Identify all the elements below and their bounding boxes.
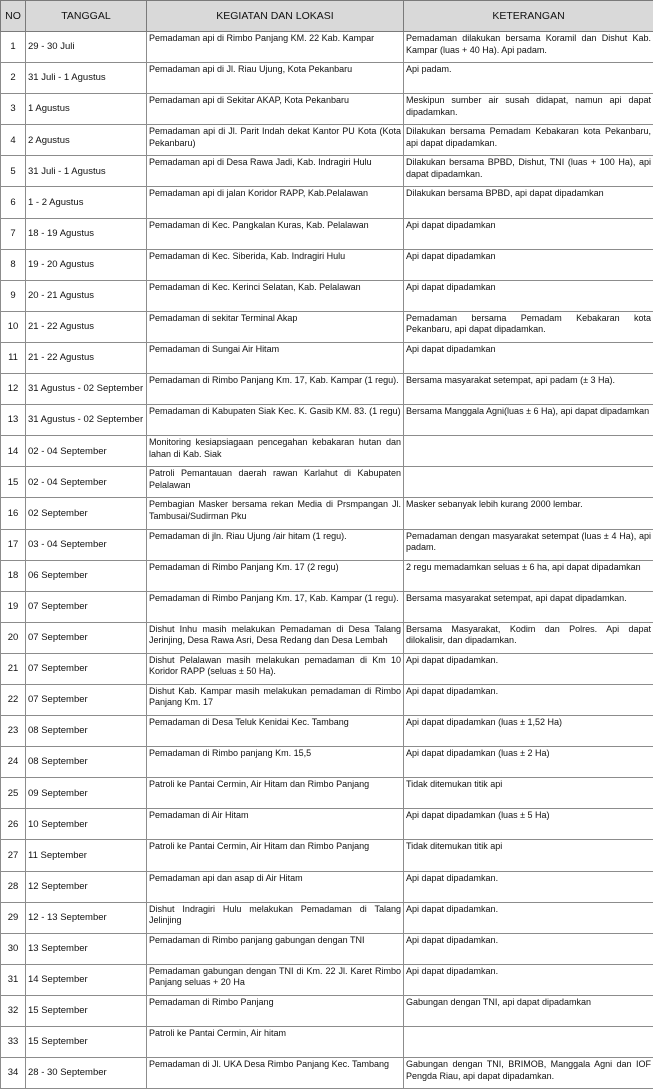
cell-kegiatan: Pemadaman di Kabupaten Siak Kec. K. Gasib KM. 83. (1 regu) [147,405,404,436]
header-no: NO [1,1,26,32]
cell-no: 26 [1,809,26,840]
cell-keterangan: Bersama masyarakat setempat, api padam (± 3 Ha). [404,374,653,405]
cell-keterangan: Dilakukan bersama Pemadam Kebakaran kota Pekanbaru, api dapat dipadamkan. [404,125,653,156]
table-row [1,560,653,591]
cell-tanggal: 07 September [26,591,147,622]
cell-keterangan: Api dapat dipadamkan. [404,964,653,995]
cell-tanggal: 21 - 22 Agustus [26,342,147,373]
cell-tanggal: 07 September [26,622,147,653]
cell-keterangan: Api dapat dipadamkan (luas ± 1,52 Ha) [404,716,653,747]
table-row [1,187,653,218]
cell-no: 24 [1,747,26,778]
table-row [1,218,653,249]
table-row [1,125,653,156]
cell-tanggal: 12 - 13 September [26,902,147,933]
cell-no: 10 [1,311,26,342]
cell-keterangan: Api dapat dipadamkan (luas ± 2 Ha) [404,747,653,778]
cell-keterangan [404,436,653,467]
cell-kegiatan: Pemadaman api di Jl. Parit Indah dekat Kantor PU Kota (Kota Pekanbaru) [147,125,404,156]
cell-kegiatan: Pemadaman di Rimbo Panjang [147,995,404,1026]
cell-keterangan [404,1027,653,1058]
cell-no: 8 [1,249,26,280]
cell-tanggal: 19 - 20 Agustus [26,249,147,280]
cell-kegiatan: Pemadaman api dan asap di Air Hitam [147,871,404,902]
cell-keterangan: Meskipun sumber air susah didapat, namun api dapat dipadamkan. [404,94,653,125]
cell-tanggal: 02 September [26,498,147,529]
table-row [1,778,653,809]
header-tanggal: TANGGAL [26,1,147,32]
cell-keterangan: 2 regu memadamkan seluas ± 6 ha, api dapat dipadamkan [404,560,653,591]
table-row [1,747,653,778]
cell-tanggal: 15 September [26,1027,147,1058]
cell-keterangan [404,467,653,498]
cell-kegiatan: Pemadaman di Jl. UKA Desa Rimbo Panjang Kec. Tambang [147,1058,404,1089]
table-row [1,622,653,653]
cell-no: 17 [1,529,26,560]
cell-kegiatan: Dishut Inhu masih melakukan Pemadaman di Desa Talang Jerinjing, Desa Rawa Asri, Desa Redang dan Desa Lembah [147,622,404,653]
cell-tanggal: 08 September [26,747,147,778]
table-row [1,63,653,94]
cell-keterangan: Pemadaman dengan masyarakat setempat (luas ± 4 Ha), api padam. [404,529,653,560]
table-row [1,684,653,715]
cell-kegiatan: Dishut Pelalawan masih melakukan pemadaman di Km 10 Koridor RAPP (seluas ± 50 Ha). [147,653,404,684]
cell-kegiatan: Pemadaman gabungan dengan TNI di Km. 22 Jl. Karet Rimbo Panjang seluas + 20 Ha [147,964,404,995]
cell-kegiatan: Pemadaman di Rimbo Panjang Km. 17, Kab. Kampar (1 regu). [147,374,404,405]
cell-tanggal: 31 Agustus - 02 September [26,374,147,405]
cell-tanggal: 31 Juli - 1 Agustus [26,156,147,187]
cell-tanggal: 1 Agustus [26,94,147,125]
cell-tanggal: 12 September [26,871,147,902]
table-row [1,653,653,684]
cell-kegiatan: Pemadaman api di Jl. Riau Ujung, Kota Pekanbaru [147,63,404,94]
table-row [1,374,653,405]
cell-tanggal: 06 September [26,560,147,591]
cell-no: 14 [1,436,26,467]
cell-no: 6 [1,187,26,218]
table-row [1,902,653,933]
cell-kegiatan: Pembagian Masker bersama rekan Media di Prsmpangan Jl. Tambusai/Sudirman Pku [147,498,404,529]
cell-kegiatan: Pemadaman di sekitar Terminal Akap [147,311,404,342]
table-row [1,32,653,63]
table-row [1,311,653,342]
table-row [1,467,653,498]
cell-no: 1 [1,32,26,63]
cell-no: 5 [1,156,26,187]
cell-keterangan: Pemadaman dilakukan bersama Koramil dan Dishut Kab. Kampar (luas + 40 Ha). Api padam. [404,32,653,63]
table-row [1,1058,653,1089]
table-row [1,529,653,560]
table-row [1,1027,653,1058]
cell-tanggal: 02 - 04 September [26,467,147,498]
cell-tanggal: 21 - 22 Agustus [26,311,147,342]
cell-keterangan: Api dapat dipadamkan [404,249,653,280]
cell-tanggal: 20 - 21 Agustus [26,280,147,311]
cell-tanggal: 31 Agustus - 02 September [26,405,147,436]
cell-no: 31 [1,964,26,995]
cell-keterangan: Gabungan dengan TNI, BRIMOB, Manggala Agni dan IOF Pengda Riau, api dapat dipadamkan. [404,1058,653,1089]
table-row [1,840,653,871]
cell-kegiatan: Patroli ke Pantai Cermin, Air Hitam dan Rimbo Panjang [147,778,404,809]
table-row [1,591,653,622]
table-row [1,871,653,902]
cell-no: 9 [1,280,26,311]
cell-tanggal: 08 September [26,716,147,747]
cell-kegiatan: Pemadaman di Rimbo panjang Km. 15,5 [147,747,404,778]
cell-kegiatan: Pemadaman api di Desa Rawa Jadi, Kab. Indragiri Hulu [147,156,404,187]
cell-tanggal: 15 September [26,995,147,1026]
table-row [1,94,653,125]
cell-keterangan: Api dapat dipadamkan. [404,933,653,964]
cell-no: 19 [1,591,26,622]
cell-keterangan: Bersama masyarakat setempat, api dapat dipadamkan. [404,591,653,622]
table-row [1,342,653,373]
cell-no: 11 [1,342,26,373]
cell-keterangan: Api dapat dipadamkan. [404,684,653,715]
cell-keterangan: Api dapat dipadamkan. [404,902,653,933]
cell-kegiatan: Pemadaman api di jalan Koridor RAPP, Kab.Pelalawan [147,187,404,218]
cell-tanggal: 07 September [26,653,147,684]
cell-no: 33 [1,1027,26,1058]
cell-kegiatan: Pemadaman di Kec. Pangkalan Kuras, Kab. Pelalawan [147,218,404,249]
table-row [1,280,653,311]
cell-keterangan: Gabungan dengan TNI, api dapat dipadamkan [404,995,653,1026]
cell-kegiatan: Pemadaman di Desa Teluk Kenidai Kec. Tambang [147,716,404,747]
table-row [1,933,653,964]
cell-tanggal: 10 September [26,809,147,840]
cell-no: 20 [1,622,26,653]
cell-no: 30 [1,933,26,964]
cell-keterangan: Bersama Masyarakat, Kodim dan Polres. Api dapat dilokalisir, dan dipadamkan. [404,622,653,653]
cell-no: 25 [1,778,26,809]
cell-keterangan: Api padam. [404,63,653,94]
cell-no: 28 [1,871,26,902]
cell-tanggal: 02 - 04 September [26,436,147,467]
cell-keterangan: Dilakukan bersama BPBD, Dishut, TNI (luas + 100 Ha), api dapat dipadamkan. [404,156,653,187]
cell-kegiatan: Pemadaman di Rimbo Panjang Km. 17 (2 regu) [147,560,404,591]
cell-keterangan: Api dapat dipadamkan [404,280,653,311]
cell-tanggal: 13 September [26,933,147,964]
cell-kegiatan: Pemadaman di Kec. Siberida, Kab. Indragiri Hulu [147,249,404,280]
cell-keterangan: Pemadaman bersama Pemadam Kebakaran kota Pekanbaru, api dapat dipadamkan. [404,311,653,342]
table-row [1,156,653,187]
cell-tanggal: 31 Juli - 1 Agustus [26,63,147,94]
cell-no: 29 [1,902,26,933]
cell-no: 13 [1,405,26,436]
cell-no: 15 [1,467,26,498]
cell-no: 16 [1,498,26,529]
cell-no: 18 [1,560,26,591]
cell-kegiatan: Monitoring kesiapsiagaan pencegahan kebakaran hutan dan lahan di Kab. Siak [147,436,404,467]
table-row [1,995,653,1026]
cell-keterangan: Api dapat dipadamkan [404,218,653,249]
cell-kegiatan: Patroli Pemantauan daerah rawan Karlahut di Kabupaten Pelalawan [147,467,404,498]
cell-kegiatan: Dishut Kab. Kampar masih melakukan pemadaman di Rimbo Panjang Km. 17 [147,684,404,715]
table-row [1,964,653,995]
cell-no: 32 [1,995,26,1026]
cell-no: 23 [1,716,26,747]
cell-tanggal: 28 - 30 September [26,1058,147,1089]
cell-kegiatan: Pemadaman di Kec. Kerinci Selatan, Kab. Pelalawan [147,280,404,311]
cell-keterangan: Api dapat dipadamkan. [404,653,653,684]
cell-kegiatan: Patroli ke Pantai Cermin, Air hitam [147,1027,404,1058]
cell-keterangan: Api dapat dipadamkan (luas ± 5 Ha) [404,809,653,840]
header-kegiatan: KEGIATAN DAN LOKASI [147,1,404,32]
cell-keterangan: Api dapat dipadamkan [404,342,653,373]
table-row [1,405,653,436]
cell-no: 12 [1,374,26,405]
cell-no: 21 [1,653,26,684]
cell-keterangan: Tidak ditemukan titik api [404,840,653,871]
cell-tanggal: 07 September [26,684,147,715]
cell-kegiatan: Pemadaman di jln. Riau Ujung /air hitam (1 regu). [147,529,404,560]
cell-tanggal: 11 September [26,840,147,871]
cell-no: 34 [1,1058,26,1089]
cell-kegiatan: Dishut Indragiri Hulu melakukan Pemadaman di Talang Jelinjing [147,902,404,933]
cell-keterangan: Masker sebanyak lebih kurang 2000 lembar. [404,498,653,529]
cell-kegiatan: Pemadaman di Sungai Air Hitam [147,342,404,373]
cell-tanggal: 29 - 30 Juli [26,32,147,63]
table-body [1,32,653,1089]
cell-no: 7 [1,218,26,249]
table-row [1,249,653,280]
cell-no: 27 [1,840,26,871]
table-row [1,716,653,747]
cell-tanggal: 14 September [26,964,147,995]
cell-tanggal: 03 - 04 September [26,529,147,560]
cell-keterangan: Dilakukan bersama BPBD, api dapat dipadamkan [404,187,653,218]
cell-no: 22 [1,684,26,715]
header-keterangan: KETERANGAN [404,1,653,32]
table-header-row [1,1,653,32]
cell-tanggal: 18 - 19 Agustus [26,218,147,249]
cell-tanggal: 09 September [26,778,147,809]
cell-no: 3 [1,94,26,125]
cell-keterangan: Tidak ditemukan titik api [404,778,653,809]
cell-no: 4 [1,125,26,156]
table-row [1,498,653,529]
cell-kegiatan: Pemadaman di Rimbo panjang gabungan dengan TNI [147,933,404,964]
cell-tanggal: 2 Agustus [26,125,147,156]
cell-tanggal: 1 - 2 Agustus [26,187,147,218]
cell-kegiatan: Pemadaman api di Rimbo Panjang KM. 22 Kab. Kampar [147,32,404,63]
cell-kegiatan: Patroli ke Pantai Cermin, Air Hitam dan Rimbo Panjang [147,840,404,871]
table-row [1,809,653,840]
cell-kegiatan: Pemadaman di Rimbo Panjang Km. 17, Kab. Kampar (1 regu). [147,591,404,622]
cell-kegiatan: Pemadaman api di Sekitar AKAP, Kota Pekanbaru [147,94,404,125]
cell-no: 2 [1,63,26,94]
table-row [1,436,653,467]
cell-kegiatan: Pemadaman di Air Hitam [147,809,404,840]
cell-keterangan: Api dapat dipadamkan. [404,871,653,902]
cell-keterangan: Bersama Manggala Agni(luas ± 6 Ha), api dapat dipadamkan [404,405,653,436]
